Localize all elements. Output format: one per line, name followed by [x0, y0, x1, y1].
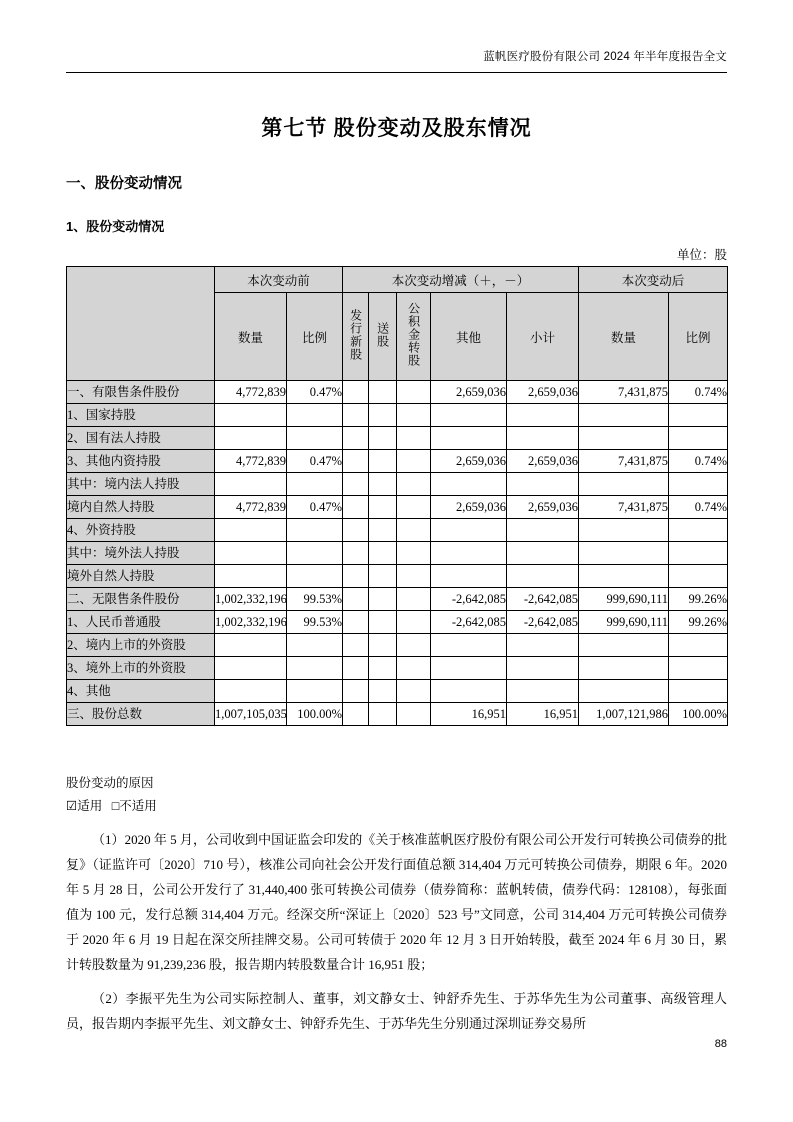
- row-label: 4、其他: [67, 680, 215, 703]
- header-group-change: 本次变动增减（＋，－）: [343, 267, 579, 293]
- cell-bonus: [369, 703, 397, 726]
- table-row: [67, 588, 728, 611]
- header-before-qty: 数量: [215, 293, 287, 381]
- cell-other: 16,951: [431, 703, 507, 726]
- cell-after-ratio: 0.74%: [669, 496, 728, 519]
- cell-bonus: [369, 611, 397, 634]
- cell-after-qty: [579, 473, 669, 496]
- cell-new-issue: [343, 634, 369, 657]
- cell-new-issue: [343, 703, 369, 726]
- cell-bonus: [369, 450, 397, 473]
- cell-before-ratio: 99.53%: [287, 611, 343, 634]
- cell-new-issue: [343, 404, 369, 427]
- row-label: 二、无限售条件股份: [67, 588, 215, 611]
- cell-other: [431, 634, 507, 657]
- cell-after-ratio: [669, 542, 728, 565]
- table-row: [67, 565, 728, 588]
- cell-reserve-conversion: [397, 657, 431, 680]
- heading-level-2: 1、股份变动情况: [66, 219, 165, 234]
- cell-other: [431, 680, 507, 703]
- header-group-before: 本次变动前: [215, 267, 343, 293]
- cell-after-qty: [579, 427, 669, 450]
- row-label: 2、境内上市的外资股: [67, 634, 215, 657]
- cell-before-ratio: 99.53%: [287, 588, 343, 611]
- cell-before-ratio: [287, 519, 343, 542]
- cell-before-qty: [215, 519, 287, 542]
- cell-subtotal: [507, 565, 579, 588]
- cell-after-ratio: [669, 404, 728, 427]
- cell-before-qty: [215, 680, 287, 703]
- table-row: [67, 496, 728, 519]
- table-row: [67, 381, 728, 404]
- cell-before-qty: [215, 473, 287, 496]
- cell-subtotal: 2,659,036: [507, 450, 579, 473]
- cell-reserve-conversion: [397, 588, 431, 611]
- unit-note: 单位：股: [676, 248, 727, 262]
- cell-before-ratio: [287, 565, 343, 588]
- cell-new-issue: [343, 657, 369, 680]
- table-row: [67, 427, 728, 450]
- header-subtotal: 小计: [507, 293, 579, 381]
- cell-other: [431, 473, 507, 496]
- row-label: 三、股份总数: [67, 703, 215, 726]
- heading-level-1: 一、股份变动情况: [66, 176, 182, 192]
- cell-after-ratio: [669, 473, 728, 496]
- cell-before-qty: [215, 565, 287, 588]
- row-label: 其中：境内法人持股: [67, 473, 215, 496]
- cell-new-issue: [343, 542, 369, 565]
- cell-reserve-conversion: [397, 381, 431, 404]
- cell-before-qty: 1,002,332,196: [215, 588, 287, 611]
- cell-reserve-conversion: [397, 450, 431, 473]
- cell-new-issue: [343, 427, 369, 450]
- cell-subtotal: -2,642,085: [507, 588, 579, 611]
- cell-bonus: [369, 542, 397, 565]
- header-reserve-conversion: 公积金转股: [397, 293, 431, 381]
- cell-bonus: [369, 496, 397, 519]
- cell-bonus: [369, 427, 397, 450]
- cell-before-ratio: [287, 542, 343, 565]
- row-label: 3、境外上市的外资股: [67, 657, 215, 680]
- row-label: 3、其他内资持股: [67, 450, 215, 473]
- cell-before-qty: 4,772,839: [215, 381, 287, 404]
- row-label: 一、有限售条件股份: [67, 381, 215, 404]
- cell-after-qty: 1,007,121,986: [579, 703, 669, 726]
- cell-bonus: [369, 519, 397, 542]
- row-label: 1、国家持股: [67, 404, 215, 427]
- cell-reserve-conversion: [397, 542, 431, 565]
- cell-subtotal: [507, 404, 579, 427]
- table-row: [67, 703, 728, 726]
- cell-before-qty: 1,002,332,196: [215, 611, 287, 634]
- header-corner-cell: [67, 267, 215, 381]
- cell-before-qty: [215, 657, 287, 680]
- cell-subtotal: 2,659,036: [507, 496, 579, 519]
- header-after-ratio: 比例: [669, 293, 728, 381]
- cell-other: 2,659,036: [431, 450, 507, 473]
- header-divider: [66, 72, 727, 73]
- cell-before-ratio: [287, 427, 343, 450]
- cell-subtotal: [507, 680, 579, 703]
- row-label: 4、外资持股: [67, 519, 215, 542]
- cell-before-qty: [215, 542, 287, 565]
- cell-after-qty: 999,690,111: [579, 611, 669, 634]
- cell-after-qty: 7,431,875: [579, 496, 669, 519]
- cell-after-qty: 7,431,875: [579, 450, 669, 473]
- cell-new-issue: [343, 519, 369, 542]
- cell-before-ratio: 0.47%: [287, 496, 343, 519]
- cell-new-issue: [343, 496, 369, 519]
- cell-reserve-conversion: [397, 703, 431, 726]
- cell-before-qty: 4,772,839: [215, 450, 287, 473]
- page-number: 88: [714, 1038, 727, 1050]
- table-row: [67, 450, 728, 473]
- cell-new-issue: [343, 565, 369, 588]
- cell-after-ratio: 100.00%: [669, 703, 728, 726]
- header-group-after: 本次变动后: [579, 267, 728, 293]
- cell-bonus: [369, 634, 397, 657]
- cell-bonus: [369, 565, 397, 588]
- row-label: 1、人民币普通股: [67, 611, 215, 634]
- cell-after-qty: [579, 542, 669, 565]
- cell-other: -2,642,085: [431, 611, 507, 634]
- header-bonus: 送股: [369, 293, 397, 381]
- cell-after-ratio: [669, 680, 728, 703]
- cell-before-ratio: 0.47%: [287, 381, 343, 404]
- cell-reserve-conversion: [397, 565, 431, 588]
- cell-reserve-conversion: [397, 611, 431, 634]
- table-row: [67, 611, 728, 634]
- cell-bonus: [369, 404, 397, 427]
- cell-other: -2,642,085: [431, 588, 507, 611]
- cell-before-qty: [215, 634, 287, 657]
- cell-after-qty: [579, 657, 669, 680]
- table-header-groups: [67, 267, 728, 293]
- page-title: 第七节 股份变动及股东情况: [261, 116, 532, 140]
- cell-reserve-conversion: [397, 427, 431, 450]
- row-label: 境外自然人持股: [67, 565, 215, 588]
- cell-subtotal: -2,642,085: [507, 611, 579, 634]
- row-label: 2、国有法人持股: [67, 427, 215, 450]
- cell-after-ratio: 99.26%: [669, 588, 728, 611]
- table-row: [67, 657, 728, 680]
- cell-before-ratio: [287, 473, 343, 496]
- row-label: 境内自然人持股: [67, 496, 215, 519]
- header-before-ratio: 比例: [287, 293, 343, 381]
- cell-before-ratio: 0.47%: [287, 450, 343, 473]
- cell-new-issue: [343, 588, 369, 611]
- cell-other: 2,659,036: [431, 496, 507, 519]
- cell-before-ratio: [287, 680, 343, 703]
- cell-before-ratio: [287, 657, 343, 680]
- row-label: 其中：境外法人持股: [67, 542, 215, 565]
- cell-reserve-conversion: [397, 404, 431, 427]
- cell-after-qty: [579, 634, 669, 657]
- cell-subtotal: 2,659,036: [507, 381, 579, 404]
- header-after-qty: 数量: [579, 293, 669, 381]
- cell-other: 2,659,036: [431, 381, 507, 404]
- cell-other: [431, 565, 507, 588]
- cell-subtotal: [507, 657, 579, 680]
- cell-bonus: [369, 381, 397, 404]
- header-new-issue: 发行新股: [343, 293, 369, 381]
- table-row: [67, 634, 728, 657]
- cell-before-qty: 4,772,839: [215, 496, 287, 519]
- cell-after-ratio: 0.74%: [669, 381, 728, 404]
- cell-subtotal: [507, 542, 579, 565]
- cell-before-ratio: [287, 404, 343, 427]
- cell-reserve-conversion: [397, 634, 431, 657]
- cell-bonus: [369, 588, 397, 611]
- cell-before-qty: [215, 427, 287, 450]
- cell-after-ratio: 99.26%: [669, 611, 728, 634]
- cell-subtotal: [507, 519, 579, 542]
- cell-bonus: [369, 473, 397, 496]
- applicability-options: [66, 795, 727, 819]
- reason-label: 股份变动的原因: [66, 776, 154, 790]
- table-row: [67, 473, 728, 496]
- cell-new-issue: [343, 680, 369, 703]
- share-change-table: [66, 266, 728, 726]
- table-row: [67, 519, 728, 542]
- cell-other: [431, 519, 507, 542]
- reason-paragraph-1: （1）2020 年 5 月，公司收到中国证监会印发的《关于核准蓝帆医疗股份有限公司公开发行可转换公司债券的批复》（证监许可〔2020〕710 号），核准公司向社会公开发行面值总额 314,404 万元可转换公司债券，期限 6 年。2020 年 5 月 28 日，公司公开发行了 31,440,400 张可转换公司债券（债券简称：蓝帆转债，债券代码：128108），每张面值为 100 元，发行总额 314,404 万元。经深交所“深证上〔2020〕523 号”文同意，公司 314,404 万元可转换公司债券于 2020 年 6 月 19 日起在深交所挂牌交易。公司可转债于 2020 年 12 月 3 日开始转股，截至 2024 年 6 月 30 日，累计转股数量为 91,239,236 股，报告期内转股数量合计 16,951 股；: [66, 831, 727, 972]
- cell-before-qty: 1,007,105,035: [215, 703, 287, 726]
- cell-after-ratio: [669, 657, 728, 680]
- cell-new-issue: [343, 381, 369, 404]
- cell-reserve-conversion: [397, 519, 431, 542]
- cell-reserve-conversion: [397, 473, 431, 496]
- cell-other: [431, 657, 507, 680]
- cell-other: [431, 542, 507, 565]
- checkbox-not-applicable[interactable]: □不适用: [111, 799, 157, 814]
- header-other: 其他: [431, 293, 507, 381]
- cell-before-ratio: [287, 634, 343, 657]
- cell-reserve-conversion: [397, 680, 431, 703]
- cell-after-qty: [579, 565, 669, 588]
- cell-subtotal: [507, 427, 579, 450]
- table-row: [67, 680, 728, 703]
- reason-paragraph-2: （2）李振平先生为公司实际控制人、董事，刘文静女士、钟舒乔先生、于苏华先生为公司董事、高级管理人员，报告期内李振平先生、刘文静女士、钟舒乔先生、于苏华先生分别通过深圳证券交易所: [66, 990, 727, 1031]
- cell-other: [431, 427, 507, 450]
- cell-after-ratio: [669, 519, 728, 542]
- cell-after-qty: [579, 404, 669, 427]
- cell-after-qty: 7,431,875: [579, 381, 669, 404]
- cell-before-qty: [215, 404, 287, 427]
- cell-after-ratio: [669, 427, 728, 450]
- cell-after-ratio: [669, 634, 728, 657]
- reason-block: [66, 772, 727, 1037]
- cell-subtotal: 16,951: [507, 703, 579, 726]
- table-body: [67, 381, 728, 726]
- cell-after-qty: [579, 519, 669, 542]
- cell-after-ratio: 0.74%: [669, 450, 728, 473]
- running-header: 蓝帆医疗股份有限公司 2024 年半年度报告全文: [483, 51, 727, 63]
- table-row: [67, 542, 728, 565]
- cell-after-qty: [579, 680, 669, 703]
- cell-after-ratio: [669, 565, 728, 588]
- cell-new-issue: [343, 450, 369, 473]
- cell-bonus: [369, 657, 397, 680]
- cell-subtotal: [507, 473, 579, 496]
- cell-new-issue: [343, 611, 369, 634]
- cell-after-qty: 999,690,111: [579, 588, 669, 611]
- cell-bonus: [369, 680, 397, 703]
- checkbox-applicable[interactable]: ☑适用: [66, 799, 103, 814]
- cell-new-issue: [343, 473, 369, 496]
- cell-before-ratio: 100.00%: [287, 703, 343, 726]
- cell-subtotal: [507, 634, 579, 657]
- cell-reserve-conversion: [397, 496, 431, 519]
- cell-other: [431, 404, 507, 427]
- table-row: [67, 404, 728, 427]
